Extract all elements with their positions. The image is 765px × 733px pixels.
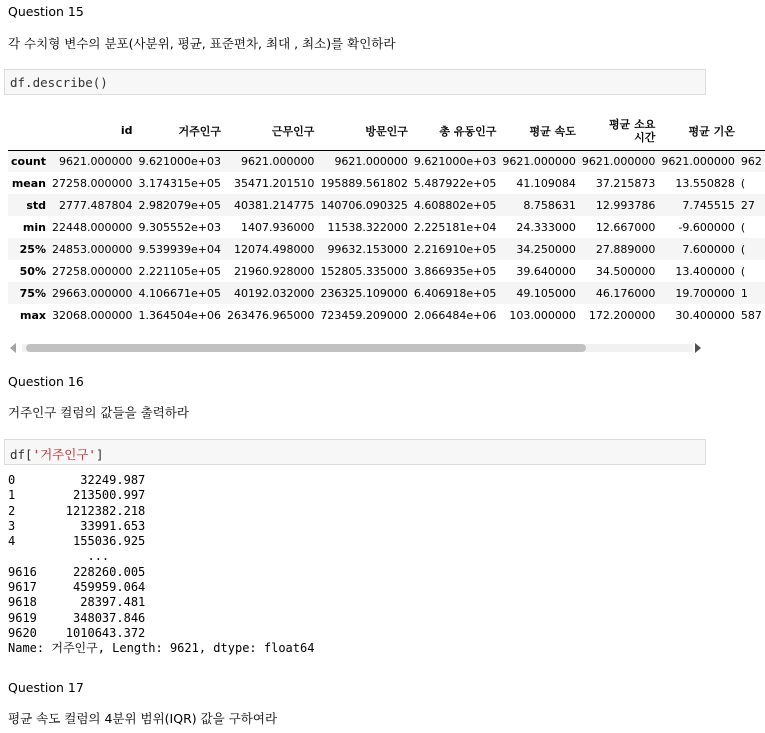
table-cell: 9621.000000 xyxy=(661,154,735,168)
table-cell: 30.400000 xyxy=(675,308,735,322)
table-cell: 19.700000 xyxy=(675,286,735,300)
table-cell: 34.250000 xyxy=(516,242,576,256)
table-cell: 2.982079e+05 xyxy=(138,198,221,212)
row-label: 75% xyxy=(19,286,46,300)
table-cell: 46.176000 xyxy=(595,286,656,300)
column-header: 방문인구 xyxy=(317,112,410,150)
table-cell: 2.216910e+05 xyxy=(413,242,497,256)
question-16-title: Question 16 xyxy=(8,374,84,389)
table-cell: 103.000000 xyxy=(509,308,576,322)
table-cell: 5.487922e+05 xyxy=(413,176,497,190)
table-cell: 962 xyxy=(740,154,762,168)
table-cell: 1407.936000 xyxy=(240,220,315,234)
column-header: 평균 속도 xyxy=(499,112,578,150)
table-cell: 11538.322000 xyxy=(327,220,408,234)
table-cell: ( xyxy=(740,220,746,234)
code-cell-describe[interactable] xyxy=(4,69,706,95)
table-row xyxy=(8,172,765,194)
table-cell: 152805.335000 xyxy=(320,264,408,278)
code-text: df.describe() xyxy=(10,75,108,90)
code-prefix: df[ xyxy=(10,447,33,462)
question-17-text: 평균 속도 컬럼의 4분위 범위(IQR) 값을 구하여라 xyxy=(8,711,278,726)
column-header: id xyxy=(49,112,135,150)
table-cell: 32068.000000 xyxy=(52,308,133,322)
table-cell: 9.305552e+03 xyxy=(138,220,221,234)
table-cell: 40192.032000 xyxy=(233,286,315,300)
table-header-row xyxy=(8,112,765,150)
table-cell: 9.621000e+03 xyxy=(138,154,221,168)
table-row xyxy=(8,194,765,216)
table-cell: 172.200000 xyxy=(588,308,656,322)
table-cell: 27.889000 xyxy=(595,242,656,256)
table-cell: -9.600000 xyxy=(678,220,735,234)
table-cell: 34.500000 xyxy=(595,264,656,278)
code-string-literal: '거주인구' xyxy=(32,447,96,462)
table-cell: 195889.561802 xyxy=(320,176,408,190)
table-cell: 13.400000 xyxy=(675,264,735,278)
code-cell-column-select[interactable] xyxy=(4,439,706,465)
table-cell: 8.758631 xyxy=(523,198,576,212)
index-header xyxy=(8,112,49,150)
table-row xyxy=(8,238,765,260)
table-cell: 2777.487804 xyxy=(59,198,133,212)
table-cell: ( xyxy=(740,242,746,256)
question-15-title: Question 15 xyxy=(8,4,84,19)
table-cell: 9621.000000 xyxy=(581,154,656,168)
table-row xyxy=(8,304,765,326)
table-row xyxy=(8,260,765,282)
table-cell: 9.621000e+03 xyxy=(413,154,497,168)
row-label: min xyxy=(22,220,46,234)
column-header: 거주인구 xyxy=(135,112,223,150)
table-cell: 7.600000 xyxy=(682,242,735,256)
column-header xyxy=(579,112,658,150)
table-cell: 49.105000 xyxy=(516,286,576,300)
describe-output-table xyxy=(8,112,762,337)
question-15-text: 각 수치형 변수의 분포(사분위, 평균, 표준편차, 최대 , 최소)를 확인하라 xyxy=(8,36,396,51)
table-cell: 99632.153000 xyxy=(327,242,408,256)
table-cell: 40381.214775 xyxy=(233,198,315,212)
question-16-text: 거주인구 컬럼의 값들을 출력하라 xyxy=(8,405,189,420)
column-header-label: 평균 소요 시간 xyxy=(609,117,656,144)
table-cell: 39.640000 xyxy=(516,264,576,278)
table-cell: 22448.000000 xyxy=(52,220,133,234)
table-cell: 2.225181e+04 xyxy=(413,220,497,234)
table-cell: 27258.000000 xyxy=(52,264,133,278)
table-cell: ( xyxy=(740,264,746,278)
column-header xyxy=(738,112,765,150)
table-cell: 9621.000000 xyxy=(502,154,576,168)
horizontal-scrollbar[interactable] xyxy=(8,341,707,355)
table-cell: 7.745515 xyxy=(682,198,735,212)
table-cell: 1 xyxy=(740,286,748,300)
table-cell: 3.174315e+05 xyxy=(138,176,221,190)
table-cell: 9621.000000 xyxy=(240,154,315,168)
table-cell: 41.109084 xyxy=(516,176,576,190)
column-header: 총 유동인구 xyxy=(411,112,499,150)
table-row xyxy=(8,282,765,304)
table-cell: 27258.000000 xyxy=(52,176,133,190)
dataframe-table xyxy=(8,112,765,326)
table-cell: 13.550828 xyxy=(675,176,735,190)
table-row xyxy=(8,216,765,238)
code-text xyxy=(10,445,103,463)
column-header: 평균 기온 xyxy=(658,112,737,150)
table-cell: 21960.928000 xyxy=(233,264,315,278)
row-label: std xyxy=(26,198,46,212)
code-suffix: ] xyxy=(95,447,104,462)
table-cell: 4.106671e+05 xyxy=(138,286,221,300)
table-cell: 236325.109000 xyxy=(320,286,408,300)
table-cell: 9621.000000 xyxy=(59,154,133,168)
table-cell: 12.993786 xyxy=(595,198,656,212)
row-label: 25% xyxy=(19,242,46,256)
table-cell: ( xyxy=(740,176,746,190)
column-header: 근무인구 xyxy=(224,112,317,150)
row-label: mean xyxy=(11,176,46,190)
row-label: 50% xyxy=(19,264,46,278)
table-cell: 9.539939e+04 xyxy=(138,242,221,256)
table-cell: 29663.000000 xyxy=(52,286,133,300)
table-cell: 1.364504e+06 xyxy=(138,308,221,322)
table-cell: 2.221105e+05 xyxy=(138,264,221,278)
table-cell: 587 xyxy=(740,308,762,322)
table-cell: 35471.201510 xyxy=(233,176,315,190)
scroll-right-arrow-icon[interactable] xyxy=(695,343,701,353)
table-cell: 263476.965000 xyxy=(226,308,315,322)
table-cell: 140706.090325 xyxy=(320,198,408,212)
table-cell: 4.608802e+05 xyxy=(413,198,497,212)
scroll-left-arrow-icon[interactable] xyxy=(10,343,16,353)
table-cell: 3.866935e+05 xyxy=(413,264,497,278)
table-cell: 24.333000 xyxy=(516,220,576,234)
table-cell: 6.406918e+05 xyxy=(413,286,497,300)
series-output: 0 32249.987 1 213500.997 2 1212382.218 3 33991.653 4 155036.925 ... 9616 228260.005 9617 459959.064 9618 28397.481 9619 348037.846 9620 1010643.372 Name: 거주인구, Length: 9621, dtype: float64 xyxy=(8,473,315,656)
table-cell: 12074.498000 xyxy=(233,242,315,256)
table-cell: 2.066484e+06 xyxy=(413,308,497,322)
row-label: count xyxy=(11,154,46,168)
row-label: max xyxy=(20,308,46,322)
table-cell: 723459.209000 xyxy=(320,308,408,322)
table-cell: 24853.000000 xyxy=(52,242,133,256)
question-17-title: Question 17 xyxy=(8,680,84,695)
table-cell: 9621.000000 xyxy=(334,154,408,168)
scrollbar-thumb[interactable] xyxy=(26,344,586,352)
table-cell: 37.215873 xyxy=(595,176,656,190)
table-cell: 12.667000 xyxy=(595,220,656,234)
table-cell: 27 xyxy=(740,198,755,212)
table-row xyxy=(8,150,765,172)
